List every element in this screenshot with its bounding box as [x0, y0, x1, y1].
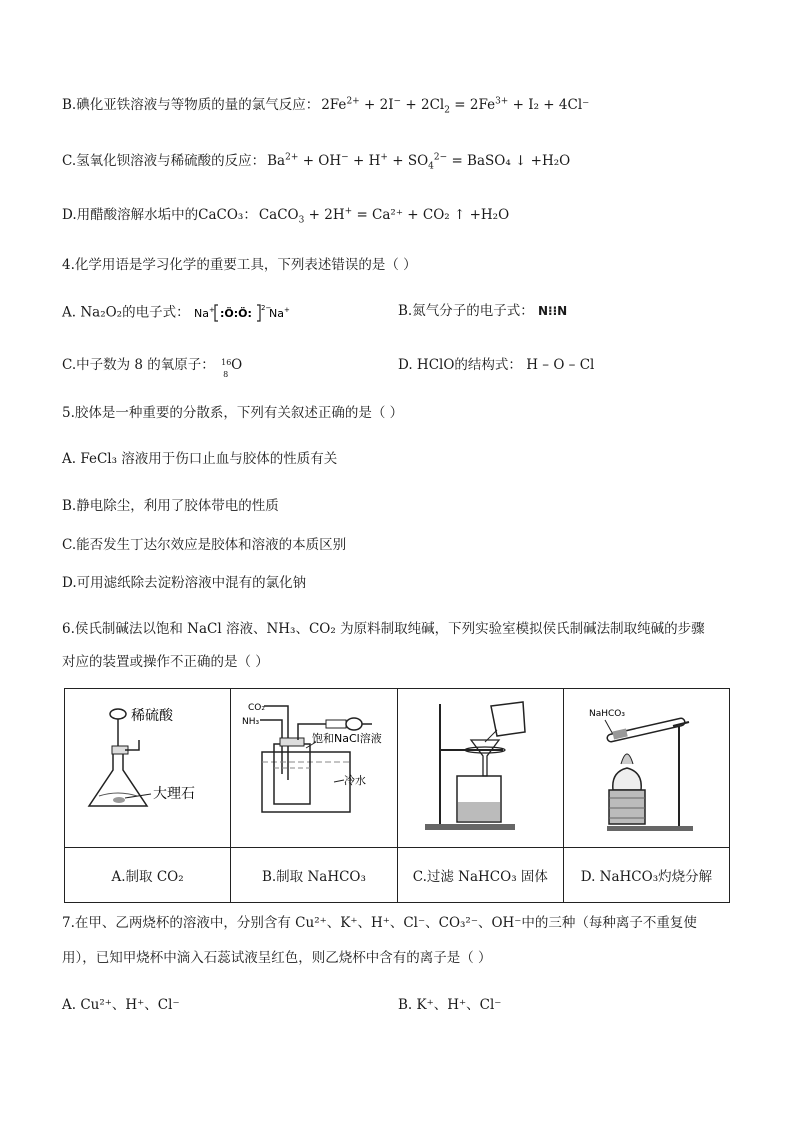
- apparatus-table: [64, 688, 730, 903]
- caption-a: A.制取 CO₂: [65, 848, 231, 903]
- thermal-decomposition-icon: [571, 698, 721, 838]
- apparatus-d-cell: [563, 689, 729, 848]
- q4-option-b: [398, 302, 567, 320]
- q4-option-c: C.中子数为 8 的氧原子： 16 8 O: [62, 357, 243, 379]
- q4-option-c-label: C.中子数为 8 的氧原子：: [62, 357, 215, 373]
- q7-stem-line1: 7.在甲、乙两烧杯的溶液中，分别含有 Cu²⁺、K⁺、H⁺、Cl⁻、CO₃²⁻、OH⁻中的三种（每种离子不重复使: [62, 915, 697, 931]
- label-cold-water: 冷水: [343, 774, 366, 787]
- caption-c: C.过滤 NaHCO₃ 固体: [397, 848, 563, 903]
- svg-text:Na: Na: [193, 307, 209, 320]
- q5-option-b: B.静电除尘，利用了胶体带电的性质: [62, 498, 279, 514]
- svg-text::Ö:Ö:: :Ö:Ö:: [219, 307, 252, 320]
- label-nahco3: NaHCO₃: [589, 709, 626, 719]
- q5-option-c: C.能否发生丁达尔效应是胶体和溶液的本质区别: [62, 537, 347, 553]
- q5-option-a: A. FeCl₃ 溶液用于伤口止血与胶体的性质有关: [62, 451, 338, 467]
- apparatus-a-cell: [65, 689, 231, 848]
- option-3b-equation-tail: + I₂ + 4Cl⁻: [512, 97, 590, 113]
- q6-stem-line2: 对应的装置或操作不正确的是（ ）: [62, 654, 269, 670]
- nahco3-preparation-icon: [234, 698, 394, 838]
- label-nh3: NH₃: [241, 717, 260, 727]
- apparatus-c-cell: [397, 689, 563, 848]
- label-marble: 大理石: [152, 786, 195, 802]
- q6-stem-line1: 6.侯氏制碱法以饱和 NaCl 溶液、NH₃、CO₂ 为原料制取纯碱，下列实验室模拟侯氏制碱法制取纯碱的步骤: [62, 621, 705, 637]
- hclo-structural-formula: H – O – Cl: [526, 357, 595, 373]
- svg-text:Na: Na: [268, 307, 284, 320]
- option-3c-equation-tail: = BaSO₄ ↓ +H₂O: [451, 153, 571, 169]
- svg-text:+: +: [283, 306, 290, 314]
- q4-stem: 4.化学用语是学习化学的重要工具，下列表述错误的是（ ）: [62, 257, 417, 273]
- option-3b-equation-head: $2Fe^{2+} + 2I^- + 2Cl_2 = 2Fe^{3+}$: [321, 96, 509, 116]
- option-3d-equation-head: CaCO$_3$ + 2H+: [258, 206, 353, 226]
- caption-d: D. NaHCO₃灼烧分解: [563, 848, 729, 903]
- na2o2-electron-formula-icon: [194, 302, 298, 324]
- n2-electron-formula: N⁝⁝N: [538, 304, 568, 318]
- svg-text:2−: 2−: [260, 304, 272, 312]
- q4-option-a: [62, 302, 298, 324]
- oxygen-isotope-symbol: 16 8: [221, 357, 232, 379]
- caption-b: B.制取 NaHCO₃: [231, 848, 398, 903]
- q5-stem: 5.胶体是一种重要的分散系，下列有关叙述正确的是（ ）: [62, 405, 404, 421]
- option-3b: [62, 96, 589, 114]
- q7-option-a: A. Cu²⁺、H⁺、Cl⁻: [62, 997, 180, 1013]
- option-3b-prefix: B.碘化亚铁溶液与等物质的量的氯气反应：: [62, 97, 320, 113]
- q7-stem-line2: 用），已知甲烧杯中滴入石蕊试液呈红色，则乙烧杯中含有的离子是（ ）: [62, 950, 492, 966]
- option-3c: [62, 152, 570, 170]
- option-3d-equation-tail: = Ca²⁺ + CO₂ ↑ +H₂O: [356, 207, 510, 223]
- label-nacl-solution: 饱和NaCl溶液: [311, 732, 382, 745]
- option-3d: [62, 206, 509, 224]
- label-acid: 稀硫酸: [130, 708, 173, 724]
- option-3c-prefix: C.氢氧化钡溶液与稀硫酸的反应：: [62, 153, 266, 169]
- option-3d-prefix: D.用醋酸溶解水垢中的CaCO₃：: [62, 207, 257, 223]
- label-co2: CO₂: [247, 703, 265, 713]
- option-3c-equation-head: $Ba^{2+} + OH^- + H^+ + SO_4^{2-}$: [267, 152, 448, 172]
- q4-option-d-label: D. HClO的结构式：: [398, 357, 522, 373]
- q4-option-b-label: B.氮气分子的电子式：: [398, 303, 534, 319]
- q4-option-a-label: A. Na₂O₂的电子式：: [62, 304, 190, 321]
- q4-option-d: [398, 356, 594, 374]
- q7-option-b: B. K⁺、H⁺、Cl⁻: [398, 997, 502, 1013]
- svg-text:+: +: [208, 306, 215, 314]
- q5-option-d: D.可用滤纸除去淀粉溶液中混有的氯化钠: [62, 575, 307, 591]
- co2-generator-icon: [73, 698, 223, 838]
- apparatus-b-cell: [231, 689, 398, 848]
- filtration-icon: [405, 698, 555, 838]
